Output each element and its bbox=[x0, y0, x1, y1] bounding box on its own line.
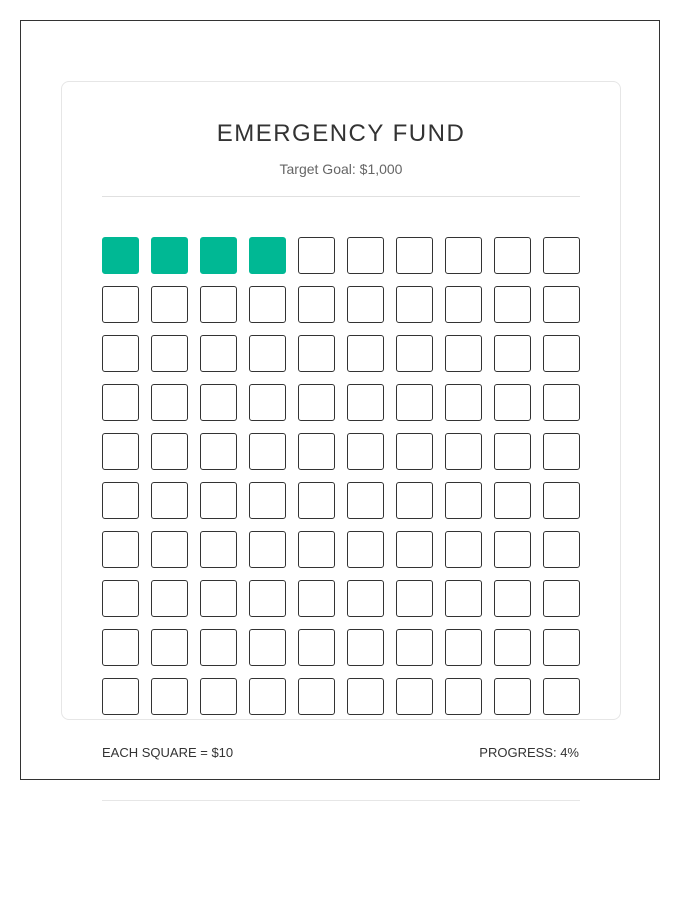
savings-square-empty[interactable] bbox=[494, 384, 531, 421]
savings-square-empty[interactable] bbox=[298, 531, 335, 568]
savings-square-empty[interactable] bbox=[249, 678, 286, 715]
savings-square-empty[interactable] bbox=[543, 482, 580, 519]
savings-square-empty[interactable] bbox=[151, 384, 188, 421]
savings-square-empty[interactable] bbox=[396, 678, 433, 715]
savings-square-empty[interactable] bbox=[396, 629, 433, 666]
savings-square-empty[interactable] bbox=[347, 482, 384, 519]
savings-square-empty[interactable] bbox=[543, 335, 580, 372]
savings-square-empty[interactable] bbox=[102, 482, 139, 519]
savings-square-empty[interactable] bbox=[298, 384, 335, 421]
savings-square-empty[interactable] bbox=[102, 629, 139, 666]
savings-square-filled[interactable] bbox=[151, 237, 188, 274]
savings-square-empty[interactable] bbox=[151, 678, 188, 715]
savings-square-filled[interactable] bbox=[102, 237, 139, 274]
savings-square-empty[interactable] bbox=[200, 433, 237, 470]
savings-square-empty[interactable] bbox=[543, 629, 580, 666]
savings-square-empty[interactable] bbox=[396, 237, 433, 274]
savings-square-empty[interactable] bbox=[445, 482, 482, 519]
savings-square-empty[interactable] bbox=[396, 580, 433, 617]
savings-square-empty[interactable] bbox=[151, 286, 188, 323]
savings-square-empty[interactable] bbox=[543, 384, 580, 421]
savings-square-empty[interactable] bbox=[347, 335, 384, 372]
page-title: EMERGENCY FUND bbox=[216, 120, 466, 147]
bottom-divider bbox=[102, 800, 580, 801]
savings-square-empty[interactable] bbox=[249, 580, 286, 617]
savings-square-empty[interactable] bbox=[494, 335, 531, 372]
savings-square-empty[interactable] bbox=[396, 433, 433, 470]
savings-square-empty[interactable] bbox=[249, 482, 286, 519]
savings-square-empty[interactable] bbox=[494, 678, 531, 715]
savings-square-empty[interactable] bbox=[445, 237, 482, 274]
savings-square-empty[interactable] bbox=[347, 237, 384, 274]
savings-square-empty[interactable] bbox=[445, 384, 482, 421]
savings-square-empty[interactable] bbox=[494, 580, 531, 617]
savings-square-empty[interactable] bbox=[151, 433, 188, 470]
savings-square-empty[interactable] bbox=[347, 629, 384, 666]
savings-square-empty[interactable] bbox=[543, 286, 580, 323]
target-goal-label: Target Goal: $1,000 bbox=[279, 161, 403, 177]
savings-square-empty[interactable] bbox=[445, 433, 482, 470]
savings-square-empty[interactable] bbox=[200, 335, 237, 372]
savings-tracker-card bbox=[61, 81, 621, 720]
savings-square-empty[interactable] bbox=[298, 629, 335, 666]
savings-square-empty[interactable] bbox=[445, 335, 482, 372]
savings-square-empty[interactable] bbox=[445, 580, 482, 617]
savings-square-empty[interactable] bbox=[249, 286, 286, 323]
savings-square-empty[interactable] bbox=[494, 286, 531, 323]
savings-square-empty[interactable] bbox=[396, 286, 433, 323]
savings-square-empty[interactable] bbox=[151, 580, 188, 617]
savings-square-empty[interactable] bbox=[151, 482, 188, 519]
savings-square-empty[interactable] bbox=[347, 384, 384, 421]
savings-square-empty[interactable] bbox=[347, 678, 384, 715]
savings-square-empty[interactable] bbox=[102, 384, 139, 421]
savings-square-empty[interactable] bbox=[200, 678, 237, 715]
savings-square-empty[interactable] bbox=[298, 335, 335, 372]
savings-square-empty[interactable] bbox=[543, 531, 580, 568]
savings-square-filled[interactable] bbox=[200, 237, 237, 274]
savings-square-empty[interactable] bbox=[494, 237, 531, 274]
savings-square-empty[interactable] bbox=[151, 335, 188, 372]
savings-square-empty[interactable] bbox=[347, 286, 384, 323]
savings-square-empty[interactable] bbox=[494, 629, 531, 666]
savings-square-empty[interactable] bbox=[347, 531, 384, 568]
savings-square-empty[interactable] bbox=[543, 678, 580, 715]
savings-square-empty[interactable] bbox=[200, 629, 237, 666]
savings-square-empty[interactable] bbox=[151, 629, 188, 666]
savings-square-empty[interactable] bbox=[396, 335, 433, 372]
savings-square-empty[interactable] bbox=[494, 531, 531, 568]
savings-square-empty[interactable] bbox=[543, 237, 580, 274]
savings-square-empty[interactable] bbox=[347, 580, 384, 617]
savings-square-empty[interactable] bbox=[151, 531, 188, 568]
savings-square-empty[interactable] bbox=[102, 580, 139, 617]
savings-square-empty[interactable] bbox=[298, 580, 335, 617]
savings-square-grid bbox=[102, 237, 582, 715]
savings-square-empty[interactable] bbox=[298, 433, 335, 470]
header-divider bbox=[102, 196, 580, 197]
savings-square-empty[interactable] bbox=[200, 286, 237, 323]
savings-square-filled[interactable] bbox=[249, 237, 286, 274]
savings-square-empty[interactable] bbox=[200, 580, 237, 617]
savings-square-empty[interactable] bbox=[249, 531, 286, 568]
savings-square-empty[interactable] bbox=[445, 531, 482, 568]
savings-square-empty[interactable] bbox=[445, 286, 482, 323]
savings-square-empty[interactable] bbox=[298, 286, 335, 323]
savings-square-empty[interactable] bbox=[396, 384, 433, 421]
savings-square-empty[interactable] bbox=[543, 433, 580, 470]
savings-square-empty[interactable] bbox=[200, 384, 237, 421]
savings-square-empty[interactable] bbox=[396, 482, 433, 519]
savings-square-empty[interactable] bbox=[200, 531, 237, 568]
savings-square-empty[interactable] bbox=[298, 237, 335, 274]
savings-square-empty[interactable] bbox=[102, 678, 139, 715]
savings-square-empty[interactable] bbox=[298, 678, 335, 715]
savings-square-empty[interactable] bbox=[445, 629, 482, 666]
savings-square-empty[interactable] bbox=[102, 433, 139, 470]
savings-square-empty[interactable] bbox=[102, 286, 139, 323]
savings-square-empty[interactable] bbox=[200, 482, 237, 519]
savings-square-empty[interactable] bbox=[298, 482, 335, 519]
savings-square-empty[interactable] bbox=[494, 433, 531, 470]
savings-square-empty[interactable] bbox=[249, 433, 286, 470]
progress-label: PROGRESS: 4% bbox=[479, 745, 579, 760]
savings-square-empty[interactable] bbox=[102, 335, 139, 372]
savings-square-empty[interactable] bbox=[102, 531, 139, 568]
square-value-label: EACH SQUARE = $10 bbox=[102, 745, 234, 760]
savings-square-empty[interactable] bbox=[543, 580, 580, 617]
savings-square-empty[interactable] bbox=[249, 629, 286, 666]
savings-square-empty[interactable] bbox=[445, 678, 482, 715]
savings-square-empty[interactable] bbox=[494, 482, 531, 519]
savings-square-empty[interactable] bbox=[249, 384, 286, 421]
savings-square-empty[interactable] bbox=[396, 531, 433, 568]
savings-square-empty[interactable] bbox=[249, 335, 286, 372]
savings-square-empty[interactable] bbox=[347, 433, 384, 470]
